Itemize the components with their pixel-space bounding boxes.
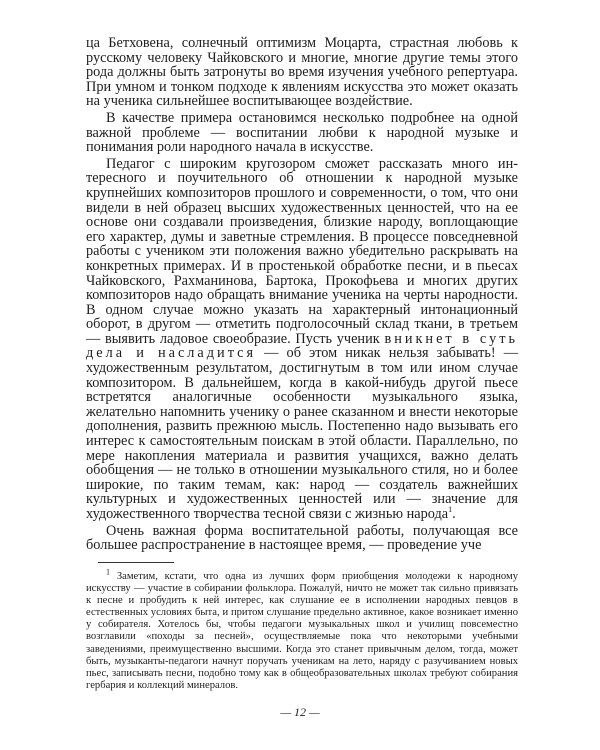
page-number: — 12 —	[280, 705, 320, 719]
footnote-divider	[98, 562, 174, 563]
paragraph-teacher	[86, 157, 518, 522]
emphasized-phrase: вникнет в суть дела и насладится	[86, 330, 518, 362]
main-text	[86, 36, 518, 553]
paragraph-folk-music-intro: В качестве примера остановимся несколько подробнее на одной важной проблеме — воспитании любви к народной музыке и понимания роли народного начала в искусстве.	[86, 109, 518, 156]
paragraph-teacher-part-a: Педагог с широким кругозором сможет рассказать много интересного и поучительного об отношении к народной музыке крупнейших композиторов прошлого и современности, о том, что они видели в ней образец высших художественных ценностей, что на ее основе они создавали произведения, близкие народу, воплощающие его характер, думы и заветные стремления. В процессе повседневной работы с учеником эти положения важно убедительно раскрывать на конкретных примерах. И в простенькой обработке песни, и в пьесах Чайковского, Рахманинова, Бартока, Прокофьева и многих других композиторов надо обращать внимание ученика на черты народности. В одном случае можно указать на характерный интонационный оборот, в другом — отметить подголосочный склад ткани, в третьем — выявить ладовое своеобразие. Пусть ученик	[86, 155, 518, 347]
footnotes	[86, 567, 518, 692]
paragraph-teacher-end: .	[452, 506, 456, 522]
footnote-reference: 1	[448, 505, 453, 515]
footnote-mark: 1	[106, 567, 110, 577]
footnote-1	[86, 567, 518, 692]
footnote-text: Заметим, кстати, что одна из лучших форм приобщения молодежи к народному искусству — участие в собирании фольклора. Пожалуй, ничто не может так сильно привязать к песне и пробудить к ней интерес, как слушание ее в исполнении народных певцов в естественных условиях быта, и притом слушание предельно активное, какое возникает именно у собирателя. Хотелось бы, чтобы педагоги музыкальных школ и училищ повсеместно возглавили «походы за песней», осуществляемые пока что некоторыми учебными заведениями, преимущественно высшими. Когда это станет привычным делом, тогда, может быть, музыканты-педагоги начнут поручать ученикам на лето, наряду с разучиванием новых пьес, записывать песни, подобно тому как в общеобразовательных школах требуют собирания гербария и коллекций минералов.	[86, 571, 518, 691]
paragraph-teacher-part-b: — об этом никак нельзя забывать! — художественным результатом, достигнутым в том или ином случае композитором. В дальнейшем, когда в какой-нибудь другой пьесе встретятся аналогичные особенности музыкального языка, желательно напомнить ученику о ранее сказанном и внести некоторые дополнения, развить прежнюю мысль. Постепенно надо вызывать его интерес к самостоятельным поискам в этой области. Параллельно, по мере накопления материала и развития учащихся, важно делать обобщения — не только в отношении музыкального стиля, но и более широкие, по таким темам, как: народ — создатель важнейших культурных и художественных ценностей или — значение для художественного творчества тесной связи с жизнью народа	[86, 345, 519, 522]
paragraph-educational-work: Очень важная форма воспитательной работы, получающая все большее распространение в настоящее время, — проведение уче	[86, 522, 518, 554]
paragraph-continuation: ца Бетховена, солнечный оптимизм Моцарта, страстная любовь к русскому человеку Чайковского и многие, многие другие темы этого рода должны быть затронуты во время изучения учебного репертуара. При умном и тонком подходе к явлениям искусства это может оказать на ученика сильнейшее воспитывающее воздействие.	[86, 35, 518, 110]
